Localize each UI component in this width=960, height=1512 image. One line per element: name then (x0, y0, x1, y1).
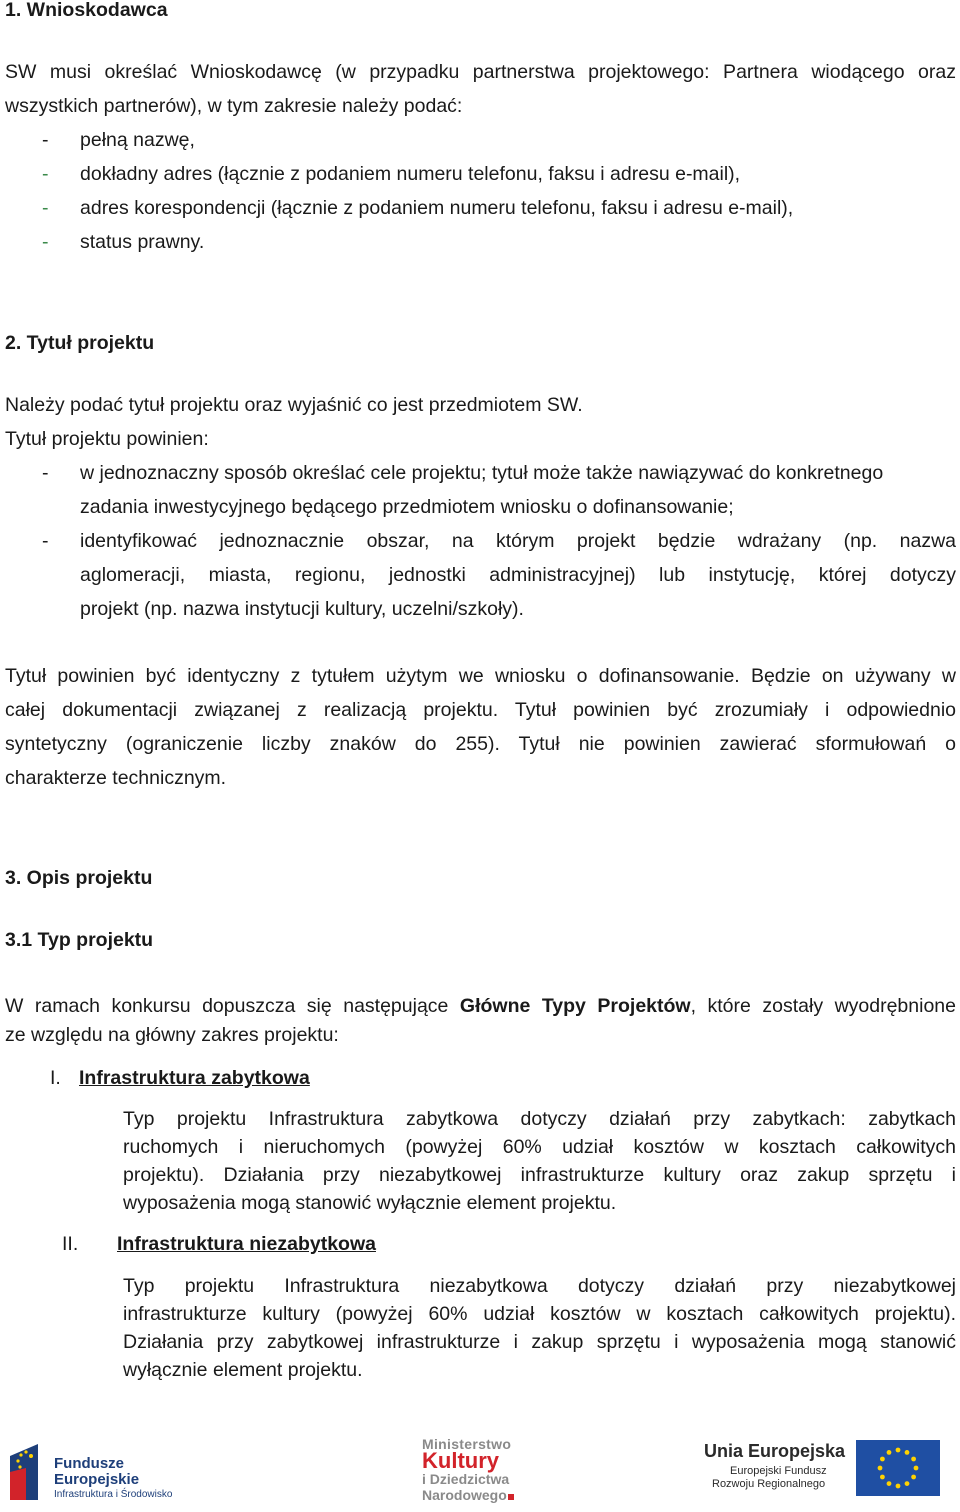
intro-bold-text: Główne Typy Projektów (459, 995, 691, 1017)
section-1-bullet: status prawny. (80, 231, 205, 253)
section-3-1-heading: 3.1 Typ projektu (5, 929, 154, 951)
logo-text: Europejski Fundusz (730, 1465, 827, 1477)
section-2-paragraph: Tytuł projektu powinien: (5, 428, 209, 450)
logo-text: Unia Europejska (704, 1441, 846, 1461)
logo-text (422, 1487, 514, 1503)
eu-flag-icon (856, 1440, 940, 1496)
paragraph-line (5, 992, 956, 1021)
unia-europejska-logo (704, 1440, 940, 1502)
intro-text: W ramach konkursu dopuszcza się następujące (5, 995, 460, 1017)
bullet-marker: - (42, 163, 49, 185)
fundusze-europejskie-logo (8, 1442, 193, 1504)
description-line: infrastrukturze kultury (powyżej 60% udział kosztów w kosztach całkowitych projektu). (123, 1303, 956, 1325)
ministerstwo-kultury-logo (422, 1436, 542, 1506)
description-line: Działania przy zabytkowej infrastrukturze i zakup sprzętu i wyposażenia mogą stanowić (123, 1331, 956, 1353)
paragraph-line: ze względu na główny zakres projektu: (5, 1024, 339, 1046)
section-1-bullet: dokładny adres (łącznie z podaniem numeru telefonu, faksu i adresu e-mail), (80, 163, 741, 185)
bullet-marker: - (42, 462, 49, 484)
bullet-line: w jednoznaczny sposób określać cele projektu; tytuł może także nawiązywać do konkretnego (80, 462, 884, 484)
description-line: Typ projektu Infrastruktura zabytkowa dotyczy działań przy zabytkach: zabytkach (123, 1108, 956, 1130)
paragraph-line: całej dokumentacji związanej z realizacją projektu. Tytuł powinien być zrozumiały i odpowiednio (5, 699, 956, 721)
paragraph-line: Tytuł powinien być identyczny z tytułem użytym we wniosku o dofinansowanie. Będzie on używany w (5, 665, 956, 687)
bullet-marker: - (42, 530, 49, 552)
type-1-number: I. (50, 1067, 61, 1089)
section-2-paragraph: Należy podać tytuł projektu oraz wyjaśnić co jest przedmiotem SW. (5, 394, 583, 416)
logo-text: Narodowego (422, 1487, 507, 1503)
section-3-heading: 3. Opis projektu (5, 867, 153, 889)
type-2-title: Infrastruktura niezabytkowa (117, 1233, 376, 1255)
section-1-heading: 1. Wnioskodawca (5, 0, 168, 21)
section-3-intro (5, 992, 956, 1050)
intro-text: , które zostały wyodrębnione (690, 995, 956, 1017)
section-1-intro-line: wszystkich partnerów), w tym zakresie należy podać: (5, 95, 463, 117)
section-1-bullet: adres korespondencji (łącznie z podaniem numeru telefonu, faksu i adresu e-mail), (80, 197, 794, 219)
section-2-closing-paragraph (5, 659, 956, 795)
bullet-marker: - (42, 197, 49, 219)
bullet-line: identyfikować jednoznacznie obszar, na którym projekt będzie wdrażany (np. nazwa (80, 530, 956, 552)
paragraph-line: syntetyczny (ograniczenie liczby znaków do 255). Tytuł nie powinien zawierać sformułowań o (5, 733, 956, 755)
section-2-heading: 2. Tytuł projektu (5, 332, 155, 354)
type-2-description (123, 1272, 956, 1384)
description-line: ruchomych i nieruchomych (powyżej 60% udział kosztów w kosztach całkowitych (123, 1136, 956, 1158)
logo-text: Kultury (422, 1448, 499, 1473)
description-line: wyposażenia mogą stanowić wyłącznie element projektu. (123, 1192, 617, 1214)
section-1-intro (5, 55, 956, 123)
logo-text: Rozwoju Regionalnego (712, 1478, 826, 1490)
fundusze-europejskie-emblem-icon (8, 1442, 48, 1502)
section-1-intro-line: SW musi określać Wnioskodawcę (w przypadku partnerstwa projektowego: Partnera wiodącego oraz (5, 61, 956, 83)
description-line: Typ projektu Infrastruktura niezabytkowa dotyczy działań przy niezabytkowej (123, 1275, 956, 1297)
logo-text: Fundusze (54, 1455, 124, 1472)
section-1-bullet: pełną nazwę, (80, 129, 195, 151)
bullet-line: projekt (np. nazwa instytucji kultury, uczelni/szkoły). (80, 598, 524, 620)
bullet-marker: - (42, 231, 49, 253)
logo-text: i Dziedzictwa (422, 1471, 510, 1487)
description-line: projektu). Działania przy niezabytkowej infrastrukturze kultury oraz zakup sprzętu i (123, 1164, 956, 1186)
paragraph-line: charakterze technicznym. (5, 767, 227, 789)
type-1-description (123, 1105, 956, 1217)
section-2-bullet (80, 524, 956, 626)
section-2-bullet (80, 456, 956, 524)
type-1-title: Infrastruktura zabytkowa (79, 1067, 310, 1089)
bullet-marker: - (42, 129, 49, 151)
bullet-line: zadania inwestycyjnego będącego przedmiotem wniosku o dofinansowanie; (80, 496, 734, 518)
description-line: wyłącznie element projektu. (123, 1359, 363, 1381)
bullet-line: aglomeracji, miasta, regionu, jednostki administracyjnej) lub instytucję, której dotyczy (80, 564, 956, 586)
type-2-number: II. (62, 1233, 79, 1255)
logo-text: Europejskie (54, 1471, 140, 1488)
red-square-icon (508, 1494, 514, 1500)
logo-text: Ministerstwo (422, 1436, 512, 1452)
logo-text: Infrastruktura i Środowisko (54, 1489, 173, 1500)
